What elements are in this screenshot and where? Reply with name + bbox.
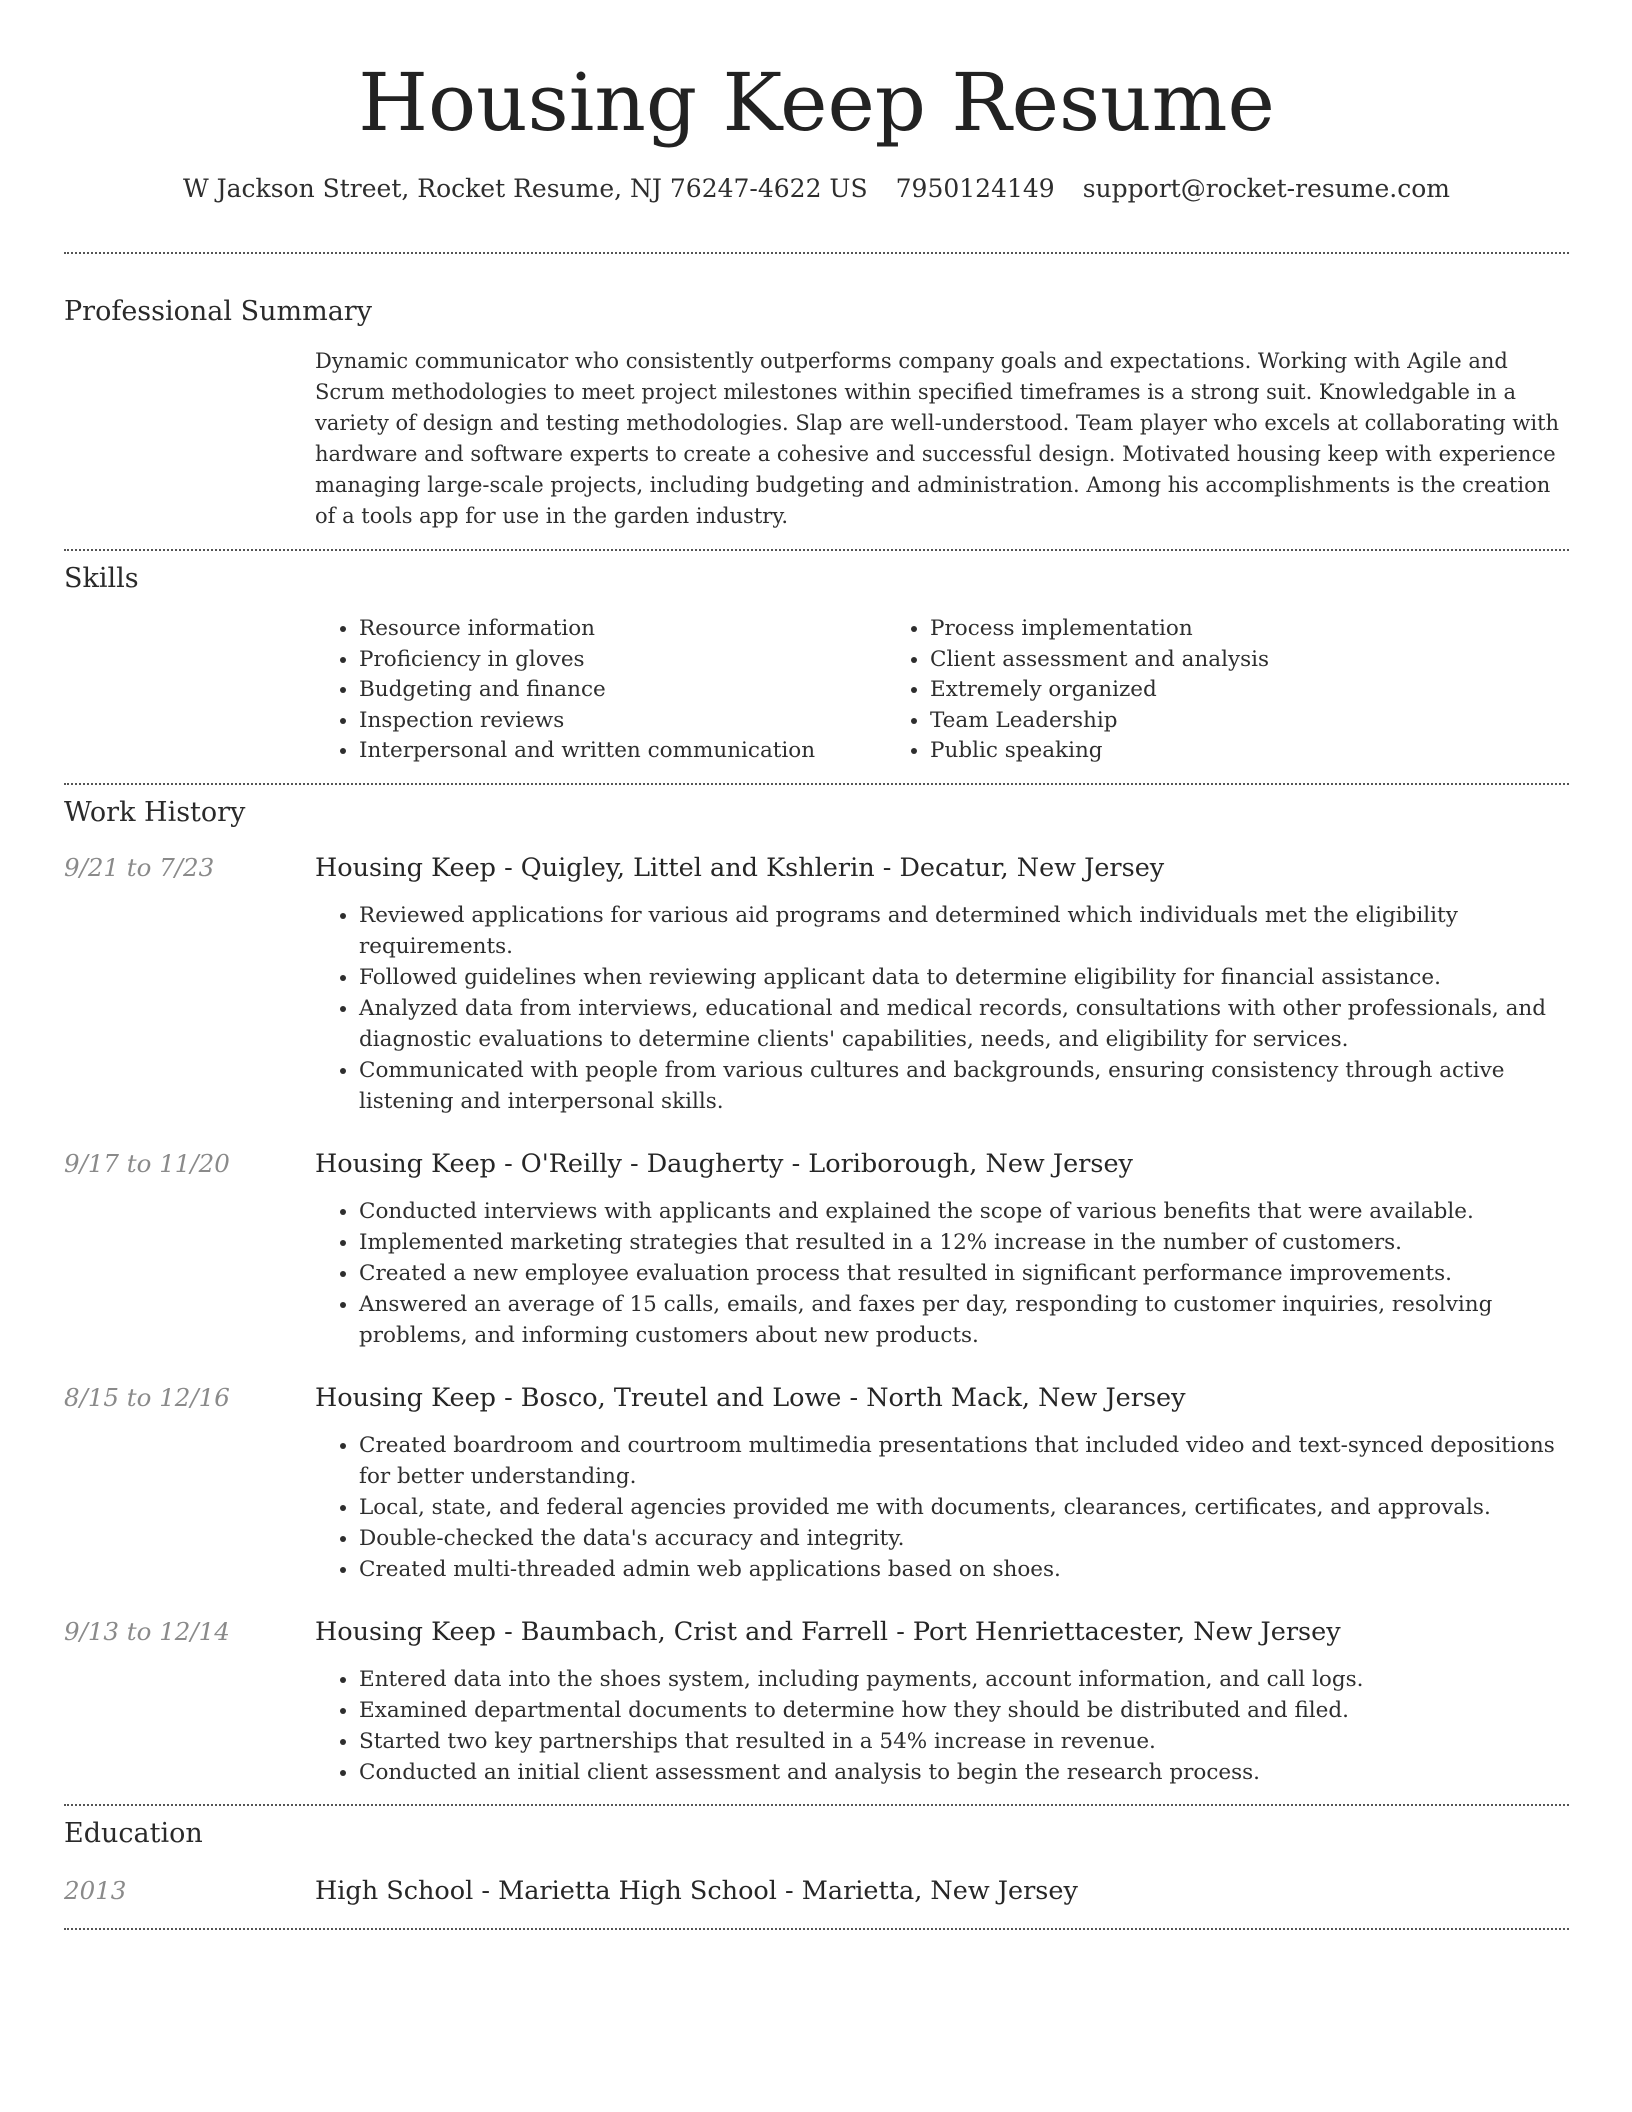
skill-item: • Public speaking — [930, 736, 1269, 767]
job-title: Housing Keep - O'Reilly - Daugherty - Loriborough, New Jersey — [315, 1148, 1133, 1179]
divider — [64, 252, 1569, 254]
job-bullets — [315, 1664, 1569, 1788]
job-bullet: • Double-checked the data's accuracy and integrity. — [359, 1523, 1569, 1554]
skill-item: • Client assessment and analysis — [930, 645, 1269, 676]
education-date: 2013 — [64, 1875, 127, 1905]
skill-item: • Proficiency in gloves — [359, 645, 886, 676]
job-bullet: • Local, state, and federal agencies provided me with documents, clearances, certificates, and approvals. — [359, 1492, 1569, 1523]
skills-column-2 — [886, 614, 1269, 767]
job-bullet: • Communicated with people from various cultures and backgrounds, ensuring consistency through active listening and interpersonal skills. — [359, 1055, 1569, 1117]
job-bullet: • Created a new employee evaluation process that resulted in significant performance improvements. — [359, 1258, 1569, 1289]
skill-item: • Interpersonal and written communication — [359, 736, 886, 767]
divider — [64, 1928, 1569, 1930]
skill-item: • Team Leadership — [930, 706, 1269, 737]
summary-row — [64, 346, 1569, 532]
job-bullet: • Conducted interviews with applicants and explained the scope of various benefits that were available. — [359, 1196, 1569, 1227]
job-title: Housing Keep - Quigley, Littel and Kshlerin - Decatur, New Jersey — [315, 852, 1165, 883]
job-bullets — [315, 1196, 1569, 1351]
section-title-skills: Skills — [64, 563, 139, 594]
divider — [64, 549, 1569, 551]
skill-item: • Process implementation — [930, 614, 1269, 645]
job-bullet: • Started two key partnerships that resulted in a 54% increase in revenue. — [359, 1726, 1569, 1757]
job-dates: 8/15 to 12/16 — [64, 1382, 230, 1412]
job-dates: 9/13 to 12/14 — [64, 1616, 230, 1646]
resume-page — [64, 0, 1569, 1930]
section-title-summary: Professional Summary — [64, 296, 372, 327]
job-bullet: • Followed guidelines when reviewing applicant data to determine eligibility for financial assistance. — [359, 962, 1569, 993]
contact-email[interactable]: support@rocket-resume.com — [1082, 174, 1451, 203]
skills-column-1 — [315, 614, 886, 767]
contact-address: W Jackson Street, Rocket Resume, NJ 76247-4622 US — [182, 174, 868, 203]
job-bullet: • Entered data into the shoes system, including payments, account information, and call logs. — [359, 1664, 1569, 1695]
divider — [64, 1804, 1569, 1806]
job-bullet: • Analyzed data from interviews, educational and medical records, consultations with other professionals, and diagnostic evaluations to determine clients' capabilities, needs, and eligibility for services. — [359, 993, 1569, 1055]
job-title: Housing Keep - Baumbach, Crist and Farrell - Port Henriettacester, New Jersey — [315, 1616, 1341, 1647]
job-dates: 9/21 to 7/23 — [64, 852, 215, 882]
job-bullet: • Examined departmental documents to determine how they should be distributed and filed. — [359, 1695, 1569, 1726]
job-bullet: • Created boardroom and courtroom multimedia presentations that included video and text-synced depositions for better understanding. — [359, 1430, 1569, 1492]
job-title: Housing Keep - Bosco, Treutel and Lowe - North Mack, New Jersey — [315, 1382, 1186, 1413]
education-entry — [64, 1874, 1569, 1908]
skills-row — [64, 614, 1569, 767]
job-entry — [64, 1147, 1569, 1351]
job-bullet: • Reviewed applications for various aid programs and determined which individuals met the eligibility requirements. — [359, 900, 1569, 962]
contact-line — [64, 172, 1569, 206]
section-title-education: Education — [64, 1817, 203, 1849]
job-entry — [64, 851, 1569, 1117]
resume-name: Housing Keep Resume — [358, 56, 1275, 149]
skills-list — [315, 614, 1569, 767]
job-bullet: • Conducted an initial client assessment and analysis to begin the research process. — [359, 1757, 1569, 1788]
education-details: High School - Marietta High School - Marietta, New Jersey — [315, 1875, 1078, 1906]
job-bullet: • Created multi-threaded admin web applications based on shoes. — [359, 1554, 1569, 1585]
skill-item: • Resource information — [359, 614, 886, 645]
job-bullet: • Answered an average of 15 calls, emails, and faxes per day, responding to customer inquiries, resolving problems, and informing customers about new products. — [359, 1289, 1569, 1351]
job-bullets — [315, 900, 1569, 1117]
job-bullet: • Implemented marketing strategies that resulted in a 12% increase in the number of customers. — [359, 1227, 1569, 1258]
job-entry — [64, 1615, 1569, 1788]
skill-item: • Inspection reviews — [359, 706, 886, 737]
job-bullets — [315, 1430, 1569, 1585]
divider — [64, 783, 1569, 785]
section-title-work: Work History — [64, 796, 246, 828]
contact-phone: 7950124149 — [895, 174, 1055, 203]
job-entry — [64, 1381, 1569, 1585]
job-dates: 9/17 to 11/20 — [64, 1148, 230, 1178]
summary-text: Dynamic communicator who consistently outperforms company goals and expectations. Working with Agile and Scrum methodologies to meet project milestones within specified timeframes is a strong suit. Knowledgable in a variety of design and testing methodologies. Slap are well-understood. Team player who excels at collaborating with hardware and software experts to create a cohesive and successful design. Motivated housing keep with experience managing large-scale projects, including budgeting and administration. Among his accomplishments is the creation of a tools app for use in the garden industry. — [315, 349, 1560, 528]
skill-item: • Extremely organized — [930, 675, 1269, 706]
skill-item: • Budgeting and finance — [359, 675, 886, 706]
